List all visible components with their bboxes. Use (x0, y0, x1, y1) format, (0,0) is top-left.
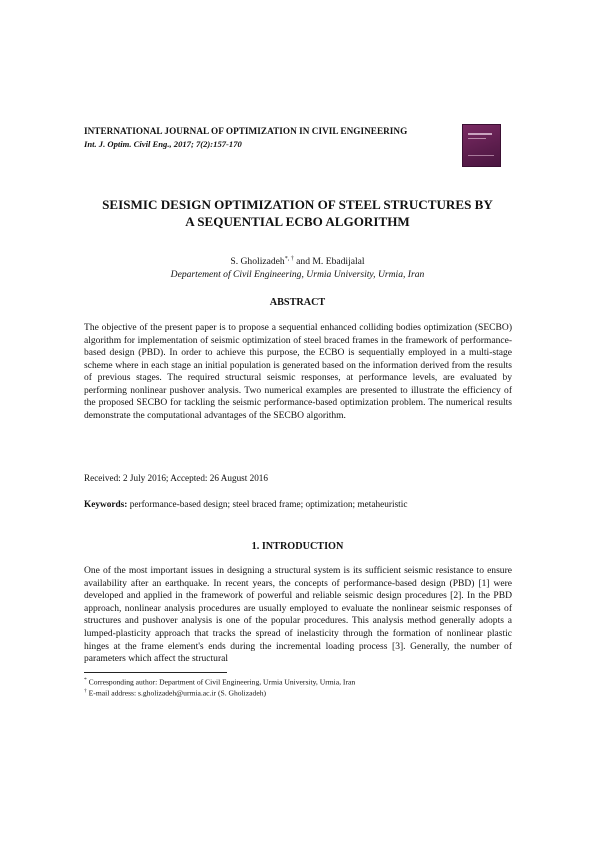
title-line-1: SEISMIC DESIGN OPTIMIZATION OF STEEL STRUCTURES BY (102, 197, 493, 212)
keywords-label: Keywords: (84, 500, 128, 510)
abstract-heading: ABSTRACT (269, 297, 326, 308)
footnote-corresponding (84, 677, 355, 687)
footnote-text-2: E-mail address: s.gholizadeh@urmia.ac.ir (S. Gholizadeh) (86, 688, 267, 698)
paper-title (60, 196, 535, 230)
journal-reference: Int. J. Optim. Civil Eng., 2017; 7(2):157-170 (84, 139, 242, 149)
footnote-text-1: Corresponding author: Department of Civil Engineering, Urmia University, Urmia, Iran (86, 677, 356, 687)
abstract-text: The objective of the present paper is to propose a sequential enhanced colliding bodies optimization (SECBO) algorithm for implementation of seismic optimization of steel braced frames in the framework of performance-based design (PBD). In order to achieve this purpose, the ECBO is sequentially employed in a multi-stage scheme where in each stage an initial population is generated based on the information derived from the results of previous stages. The required structural seismic responses, at performance levels, are evaluated by performing nonlinear pushover analysis. Two numerical examples are presented to illustrate the efficiency of the proposed SECBO for tackling the seismic performance-based optimization problem. The numerical results demonstrate the computational advantages of the SECBO algorithm. (84, 322, 512, 421)
journal-name: INTERNATIONAL JOURNAL OF OPTIMIZATION IN CIVIL ENGINEERING (84, 126, 408, 136)
keywords (84, 500, 407, 510)
footnote-mark-1: * (84, 677, 87, 683)
journal-cover-icon (462, 124, 501, 167)
keywords-list: performance-based design; steel braced frame; optimization; metaheuristic (127, 500, 408, 510)
author-secondary: and M. Ebadijalal (293, 256, 365, 268)
author-line (60, 256, 535, 267)
footnote-rule (84, 672, 227, 673)
received-dates: Received: 2 July 2016; Accepted: 26 August 2016 (84, 473, 268, 483)
footnote-mark-2: † (84, 688, 87, 694)
section-heading-introduction: 1. INTRODUCTION (251, 541, 344, 552)
affiliation: Departement of Civil Engineering, Urmia University, Urmia, Iran (170, 269, 425, 280)
introduction-text: One of the most important issues in designing a structural system is its sufficient seismic resistance to ensure availability after an earthquake. In recent years, the concepts of performance-based design (PBD) [1] were developed and applied in the framework of powerful and reliable seismic design procedures [2]. In the PBD approach, nonlinear analysis procedures are usually employed to evaluate the nonlinear seismic responses of structures and pushover analysis is one of the popular procedures. This analysis method generally adopts a lumped-plasticity approach that tracks the spread of inelasticity through the formation of nonlinear plastic hinges at the frame element's ends during the incremental loading process [3]. Generally, the number of parameters which affect the structural (84, 565, 512, 665)
author-primary: S. Gholizadeh (230, 256, 285, 268)
author-marks: *, † (284, 256, 294, 262)
title-line-2: A SEQUENTIAL ECBO ALGORITHM (185, 214, 410, 229)
footnote-email (84, 688, 266, 698)
